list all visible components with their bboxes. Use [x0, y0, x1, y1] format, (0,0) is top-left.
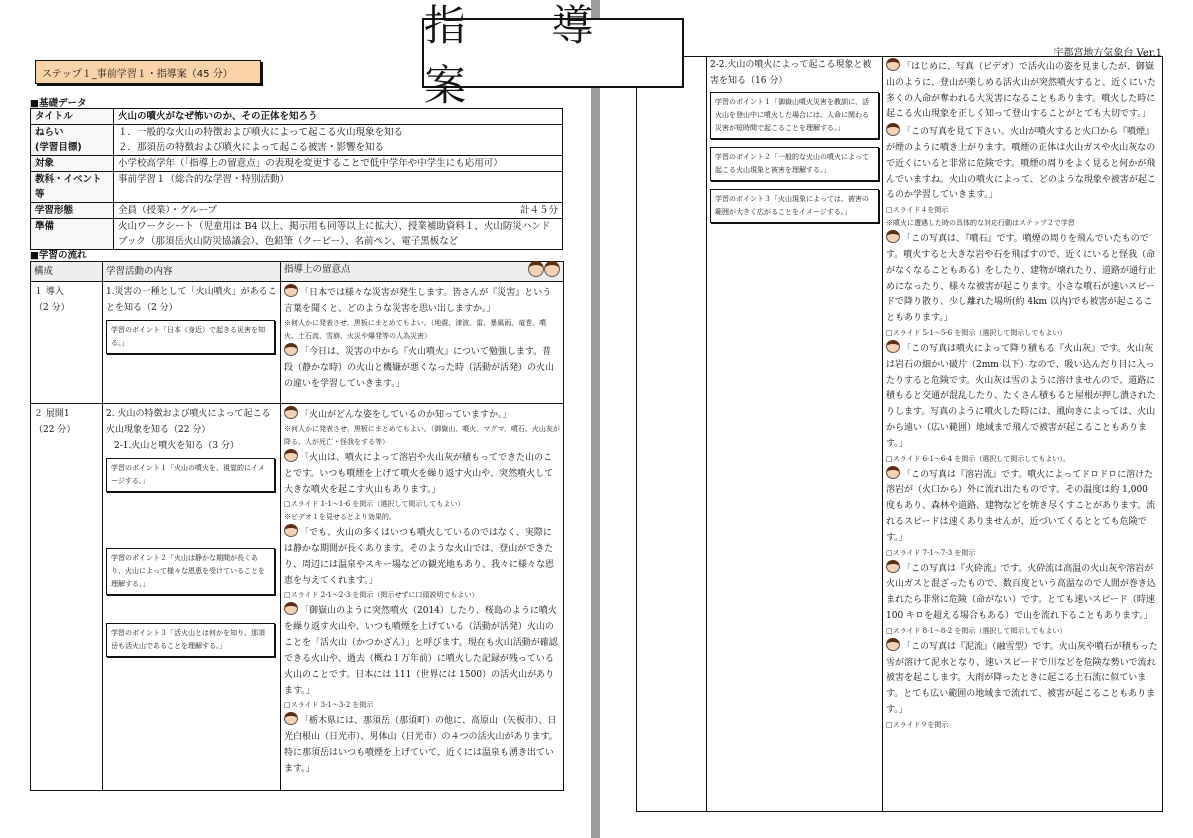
activity-text: 2-2.火山の噴火によって起こる現象と被害を知る（16 分）	[710, 60, 872, 86]
basic-label: (学習目標)	[31, 140, 114, 156]
basic-value: 火山ワークシート（児童用は B4 以上、掲示用も同等以上に拡大）、授業補助資料１、火山防災ハンドブック（那須岳火山防災協議会）、色鉛筆（クーピー）、名前ペン、電子黒板など	[114, 219, 563, 250]
teacher-face-icon	[284, 449, 298, 462]
basic-value: 火山の噴火がなぜ怖いのか、その正体を知ろう	[114, 109, 563, 125]
teacher-icons	[528, 261, 560, 281]
teacher-face-icon	[284, 343, 298, 356]
basic-label: 対象	[31, 156, 114, 172]
note-line: 「この写真は噴火によって降り積もる『火山灰』です。火山灰は岩石の細かい破片（2mm 以下）なので、吸い込んだり目に入ったりすると危険です。火山灰は雪のように溶けませんので、道路に積もると交通が混乱したり、たくさん積もると屋根が押し潰されたりします。写真のように噴火した時には、風向きによっては、火山から遠い（広い範囲）地域まで飛んで被害が起こることもあります。」	[886, 340, 1159, 453]
basic-data-table	[30, 108, 563, 250]
activity-text: 1.災害の一種として「火山噴火」があることを知る（2 分）	[106, 287, 277, 313]
note-line: ※噴火に遭遇した時の具体的な対応行動はステップ２で学習	[886, 219, 1075, 228]
note-line: □スライド 2-1～2-3 を掲示（掲示せずに口頭説明でもよい）	[284, 591, 479, 599]
teacher-face-icon	[886, 230, 900, 243]
note-line: 「この写真を見て下さい。火山が噴火すると火口から『噴煙』が煙のように噴き上がります。噴煙の正体は火山ガスや火山灰なので近くにいると非常に危険です。噴煙の周りをよく見ると何かが飛んでいますね。火山の噴火によって、どのような現象や被害が起こるのか学習していきます。」	[886, 123, 1159, 204]
note-line: □スライド４を掲示	[886, 206, 949, 215]
teacher-face-icon	[528, 261, 544, 277]
teacher-face-icon	[284, 284, 298, 297]
continued-flow-table	[636, 56, 1163, 812]
flow-part: １ 導入 （2 分）	[31, 282, 103, 404]
teacher-face-icon	[886, 638, 900, 651]
flow-notes	[883, 57, 1163, 812]
learning-form: 全員（授業）・グループ	[118, 205, 217, 216]
learning-point: 学習のポイント３「活火山とは何かを知り、那須岳も活火山であることを理解する。」	[106, 623, 275, 657]
note-line: 「日本では様々な災害が発生します。皆さんが『災害』という言葉を聞くと、どのような災害を思い出しますか。」	[284, 284, 560, 317]
flow-heading: ■学習の流れ	[30, 250, 87, 261]
learning-point: 学習のポイント「日本（身近）で起きる災害を知る。」	[106, 320, 275, 354]
basic-label: 教科・イベント等	[31, 172, 114, 203]
flow-activity	[707, 57, 883, 812]
document-title-box	[422, 1, 684, 110]
flow-header-notes	[281, 262, 564, 282]
left-page	[30, 0, 563, 838]
flow-activity	[103, 404, 281, 791]
teacher-face-icon	[284, 602, 298, 615]
flow-notes	[281, 282, 564, 404]
document-title: 指 導 案	[424, 1, 630, 110]
basic-value: ２．那須岳の特徴および噴火によって起こる被害・影響を知る	[114, 140, 563, 156]
learning-point: 学習のポイント２「一般的な火山の噴火によって起こる火山現象と被害を理解する。」	[710, 147, 879, 181]
teacher-face-icon	[886, 58, 900, 71]
basic-value	[114, 203, 563, 219]
teacher-face-icon	[544, 261, 560, 277]
note-line: □スライド 3-1～3-2 を掲示	[284, 701, 374, 709]
note-line: 「この写真は『溶岩流』です。噴火によってドロドロに溶けた溶岩が（火口から）外に流れ出たものです。その温度は約 1,000 度もあり、森林や道路、建物などを焼き尽くすことがあります。流れるスピードは速くありませんが、近づいてくるととても危険です。」	[886, 466, 1159, 547]
total-time: 計４５分	[519, 205, 558, 216]
learning-point: 学習のポイント１「火山の噴火を、視覚的にイメージする。」	[106, 458, 275, 492]
basic-data-heading: ■基礎データ	[30, 98, 87, 109]
flow-part: ２ 展開1 （22 分）	[31, 404, 103, 791]
basic-value: 事前学習１（総合的な学習・特別活動）	[114, 172, 563, 203]
note-line: 「御嶽山のように突然噴火（2014）したり、桜島のように噴火を繰り返す火山や、いつも噴煙を上げている（活動が活発）火山のことを「活火山（かつかざん）」と呼びます。現在も火山活動が確認できる火山や、過去（概ね１万年前）に噴火した記録が残っている火山のことです。日本には 111（世界には 1500）の活火山があります。」	[284, 602, 560, 699]
note-line: □スライド 1-1～1-6 を掲示（選択して掲示してもよい）	[284, 500, 465, 508]
note-line: 「この写真は『火砕流』です。火砕流は高温の火山灰や溶岩が火山ガスと混ざったもので、数百度という高温なので人間が巻き込まれたら非常に危険（命がない）です。とても速いスピード（時速 100 キロを超える場合もある）で山を流れ下ることもあります。」	[886, 560, 1159, 625]
teacher-face-icon	[284, 524, 298, 537]
teacher-face-icon	[886, 560, 900, 573]
flow-notes	[281, 404, 564, 791]
note-line: 「栃木県には、那須岳（那須町）の他に、高原山（矢板市）、日光白根山（日光市）、男体山（日光市）の４つの活火山があります。特に那須岳はいつも噴煙を上げていて、近くには温泉も湧き出ています。」	[284, 712, 560, 777]
activity-text: 2. 火山の特徴および噴火によって起こる火山現象を知る（22 分）	[106, 409, 271, 435]
note-line: ※何人かに発表させ、黒板にまとめてもよい。（地震、津波、雷、暴風雨、竜巻、噴火、土石流、雪崩、火災や爆発等の人為災害）	[284, 319, 547, 340]
step-banner: ステップ１_事前学習１・指導案（45 分）	[35, 60, 261, 84]
page-separator	[591, 0, 600, 838]
note-line: □スライド 6-1～6-4 を掲示（選択して掲示してもよい）。	[886, 454, 1070, 463]
teacher-face-icon	[886, 340, 900, 353]
flow-header-notes-label: 指導上の留意点	[284, 264, 351, 275]
basic-value: １．一般的な火山の特徴および噴火によって起こる火山現象を知る	[114, 125, 563, 141]
note-line: 「この写真は、『噴石』です。噴煙の周りを飛んでいたものです。噴火すると大きな岩や石を飛ばすので、近くにいると怪我（命がなくなることもある）をしたり、建物が壊れたり、道路が通行止めになったり、様々な被害が起こります。小さな噴石が速いスピードで降り散り、少し離れた場所(約 4km 以内)でも被害が起こることもあります。」	[886, 230, 1159, 327]
flow-activity	[103, 282, 281, 404]
teacher-face-icon	[886, 123, 900, 136]
basic-label: 学習形態	[31, 203, 114, 219]
teacher-face-icon	[284, 712, 298, 725]
teacher-face-icon	[886, 466, 900, 479]
activity-sub: 2-1.火山と噴火を知る（3 分）	[114, 441, 239, 451]
flow-header-structure: 構成	[31, 262, 103, 282]
basic-value: 小学校高学年（「指導上の留意点」の表現を変更することで低中学年や中学生にも応用可）	[114, 156, 563, 172]
note-line: 「火山は、噴火によって溶岩や火山灰が積もってできた山のことです。いつも噴煙を上げて噴火を繰り返す火山や、突然噴火して大きな噴火を起こす火山もあります。」	[284, 449, 560, 498]
flow-table	[30, 261, 564, 791]
flow-header-activity: 学習活動の内容	[103, 262, 281, 282]
note-line: □スライド 5-1～5-6 を掲示（選択して掲示してもよい）	[886, 328, 1067, 337]
note-line: □スライド９を掲示	[886, 720, 949, 729]
note-line: ※ビデオ１を見せるとより効果的。	[284, 513, 396, 521]
learning-point: 学習のポイント２「火山は静かな期間が長くあり、火山によって様々な恩恵を受けていることを理解する。」	[106, 548, 275, 595]
flow-part	[637, 57, 707, 812]
note-line: 「この写真は『泥流』（融雪型）です。火山灰や噴石が積もった雪が溶けて泥水となり、速いスピードで川などを危険な勢いで流れ被害を起こします。大雨が降ったときに起こる土石流に似ています。とても広い範囲の地域まで流れて、被害が起こることもあります。」	[886, 638, 1159, 719]
basic-label: タイトル	[31, 109, 114, 125]
right-page	[636, 0, 1162, 838]
note-line: 「でも、火山の多くはいつも噴火しているのではなく、実際には静かな期間が長くあります。そのような火山では、登山ができたり、周辺には温泉やスキー場などの観光地もあり、我々に様々な恩恵を与えてくれます。」	[284, 524, 560, 589]
teacher-face-icon	[284, 406, 298, 419]
basic-label: 準備	[31, 219, 114, 250]
version-label: 宇都宮地方気象台 Ver.1	[1053, 48, 1162, 59]
note-line: 「今日は、災害の中から『火山噴火』について勉強します。普段（静かな時）の火山と機嫌が悪くなった時（活動が活発）の火山の違いを学習していきます。」	[284, 343, 560, 392]
learning-point: 学習のポイント１「御嶽山噴火災害を教訓に、活火山を登山中に噴火した場合には、人命に関わる災害が短時間で起こることを理解する。」	[710, 92, 879, 139]
note-line: □スライド 7-1～7-3 を掲示	[886, 548, 976, 557]
note-line: ※何人かに発表させ、黒板にまとめてもよい。（御嶽山、噴火、マグマ、噴石、火山灰が降る、人が死亡・怪我をする等）	[284, 425, 560, 446]
note-line: 「火山がどんな姿をしているのか知っていますか。」	[284, 406, 560, 423]
note-line: 「はじめに、写真（ビデオ）で活火山の姿を見ましたが、御嶽山のように、登山が楽しめる活火山が突然噴火すると、近くにいた多くの人命が奪われる大災害になることもあります。噴火した時に起こる火山現象を正しく知って登山することがとても大切です。」	[886, 58, 1159, 123]
learning-point: 学習のポイント３「火山現象によっては、被害の範囲が大きく広がることをイメージする。」	[710, 189, 879, 223]
basic-label: ねらい	[31, 125, 114, 141]
note-line: □スライド 8-1～8-2 を掲示（選択して掲示してもよい）	[886, 626, 1067, 635]
